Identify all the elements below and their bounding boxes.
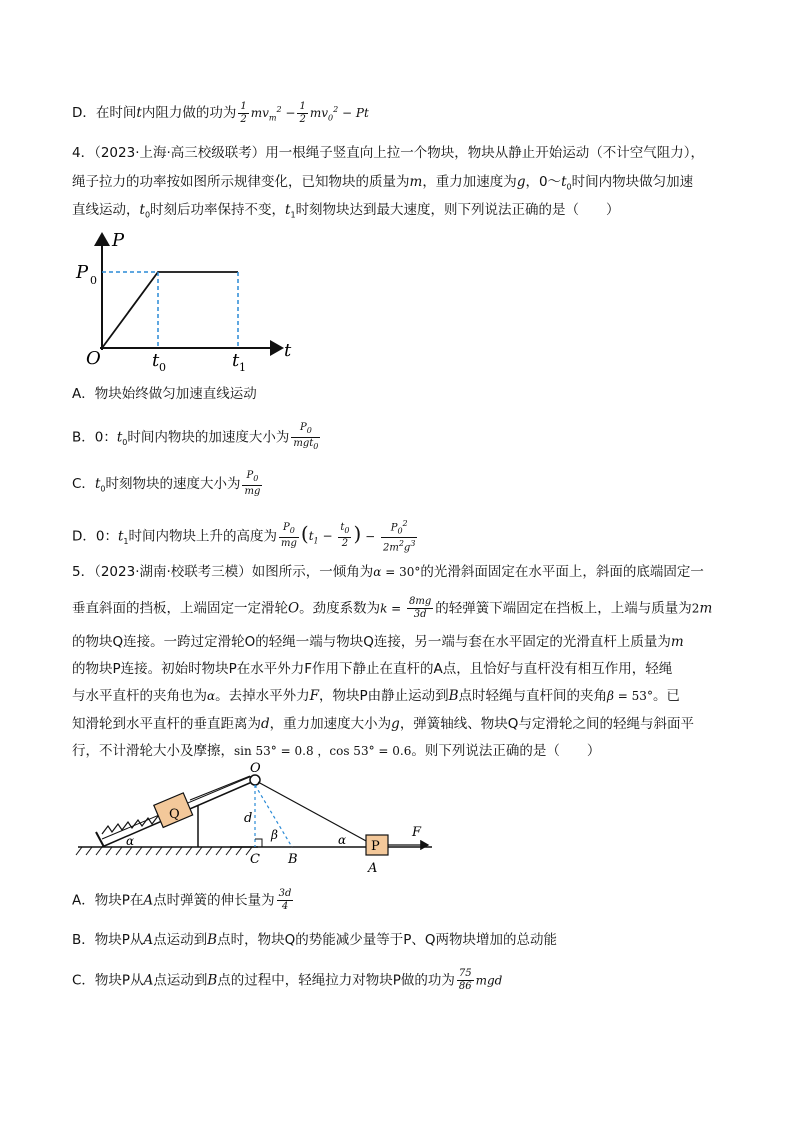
question-text: 行，不计滑轮大小及摩擦， — [72, 743, 234, 759]
fraction-p0-over-mg: $\frac{P_0}{mg}$ — [244, 470, 261, 497]
p0-subscript: 0 — [90, 274, 97, 287]
question-5-line-1: 5．（2023·湖南·校联考三模）如图所示，一倾角为α = 30°的光滑斜面固定在水平面上，斜面的底端固定一 — [72, 564, 704, 580]
question-4-line-2: 绳子拉力的功率按如图所示规律变化，已知物块的质量为m，重力加速度为g，$0\sim t_0$时间内物块做匀加速 — [72, 174, 694, 192]
option-text: 时间内物块上升的高度为 — [128, 528, 278, 545]
option-text: 点运动到 — [153, 972, 208, 989]
fraction-75-over-86: $\frac{75}{86}$ — [458, 968, 472, 992]
option-label: D．在时间 — [72, 105, 137, 121]
option-d-previous: D．在时间t内阻力做的功为 $\frac{1}{2}$ $mv_m^2$ − $\frac{1}{2}$ $mv_0^2 - Pt$ — [72, 100, 369, 125]
q4-option-c[interactable]: C．$t_0$时刻物块的速度大小为 $\frac{P_0}{mg}$ — [72, 470, 261, 497]
a-label: A — [368, 861, 378, 876]
question-text: ，0～ — [525, 174, 562, 190]
option-label: A．物块P在 — [72, 892, 144, 909]
c-label: C — [250, 852, 260, 867]
question-text: 。劲度系数为 — [299, 600, 381, 617]
question-text: 的轻弹簧下端固定在挡板上，上端与质量为 — [435, 600, 692, 617]
option-label: B．0： — [72, 429, 117, 446]
question-text: 直线运动， — [72, 202, 140, 218]
question-4-line-3: 直线运动，$t_0$时刻后功率保持不变，$t_1$时刻物块达到最大速度，则下列说法正确的是（ ） — [72, 202, 620, 220]
question-text: 。则下列说法正确的是（ ） — [411, 743, 601, 759]
block-p-label: P — [371, 839, 380, 854]
question-5-line-5: 与水平直杆的夹角也为α。去掉水平外力F，物块P由静止运动到B点时轻绳与直杆间的夹角β = 53°。已 — [72, 688, 680, 704]
q5-option-b[interactable]: B．物块P从A点运动到B点时，物块Q的势能减少量等于P、Q两物块增加的总动能 — [72, 932, 557, 948]
t1-subscript: 1 — [239, 361, 246, 374]
question-text: 垂直斜面的挡板，上端固定一定滑轮 — [72, 600, 288, 617]
q4-option-b[interactable]: B．0：$t_0$时间内物块的加速度大小为 $\frac{P_0}{mgt_0}$ — [72, 422, 319, 451]
t1-label: t — [232, 350, 240, 371]
origin-label: O — [86, 348, 101, 369]
question-text: 时刻后功率保持不变， — [150, 202, 286, 218]
beta-label: β — [271, 828, 278, 842]
question-text: 的物块Q连接。一跨过定滑轮O的轻绳一端与物块Q连接，另一端与套在水平固定的光滑直杆上质量为 — [72, 634, 671, 650]
question-text: ，重力加速度大小为 — [269, 716, 392, 732]
question-text: ，弹簧轴线、物块Q与定滑轮之间的轻绳与斜面平 — [399, 716, 694, 732]
ground-hatching — [76, 847, 252, 855]
y-axis-label: P — [112, 230, 125, 251]
option-text: 点时弹簧的伸长量为 — [153, 892, 275, 909]
question-5-line-3: 的物块Q连接。一跨过定滑轮O的轻绳一端与物块Q连接，另一端与套在水平固定的光滑直杆上质量为m — [72, 634, 684, 650]
option-text: 时刻物块的速度大小为 — [105, 476, 241, 492]
barrier-plate — [96, 832, 104, 847]
option-label: B．物块P从 — [72, 932, 144, 948]
incline-pulley-figure — [72, 762, 452, 877]
option-label: D．0： — [72, 528, 118, 545]
question-text: 如图所示，一倾角为 — [251, 564, 374, 580]
question-text: ，物块P由静止运动到 — [318, 688, 449, 704]
question-4-line-1 — [72, 143, 704, 163]
question-source: （2023·上海·高三校级联考） — [94, 145, 266, 161]
pulley-label: O — [250, 762, 261, 776]
question-number: 5． — [72, 564, 95, 580]
t0-label: t — [152, 350, 160, 371]
option-label: C． — [72, 476, 95, 492]
question-text: 时刻物块达到最大速度，则下列说法正确的是（ ） — [295, 202, 620, 218]
question-5-line-2: 垂直斜面的挡板，上端固定一定滑轮O。劲度系数为k = $\frac{8mg}{3d}$ 的轻弹簧下端固定在挡板上，上端与质量为2m — [72, 596, 713, 620]
question-text: 知滑轮到水平直杆的垂直距离为 — [72, 716, 261, 732]
b-label: B — [288, 852, 298, 867]
question-text: 点时轻绳与直杆间的夹角 — [458, 688, 608, 704]
question-text: 与水平直杆的夹角也为 — [72, 688, 207, 704]
q4-option-d[interactable]: D．0：$t_1$时间内物块上升的高度为 $\frac{P_0}{mg}$ ($t_1$ − $\frac{t_0}{2}$ ) − $\frac{P_0^2}{2m^2g^3}$ — [72, 519, 416, 554]
time-symbol: t — [136, 105, 142, 121]
pulley — [250, 775, 260, 785]
alpha-incline-label: α — [126, 834, 135, 848]
option-label: C．物块P从 — [72, 972, 144, 989]
option-text: A．物块始终做匀加速直线运动 — [72, 386, 257, 402]
question-text: 。已 — [652, 688, 680, 704]
fraction-3d-over-4: $\frac{3d}{4}$ — [278, 888, 292, 912]
expr-tail: − Pt — [342, 106, 369, 120]
option-text: 点的过程中，轻绳拉力对物块P做的功为 — [217, 972, 455, 989]
question-text: 用一根绳子竖直向上拉一个物块，物块从静止开始运动（不计空气阻力）， — [265, 145, 705, 161]
x-axis-label: t — [284, 340, 292, 361]
option-text: 时间内物块的加速度大小为 — [127, 429, 290, 446]
question-text: 时间内物块做匀加速 — [571, 174, 694, 190]
fraction-half: $\frac{1}{2}$ — [299, 100, 306, 125]
power-curve — [102, 272, 238, 348]
option-text: 点时，物块Q的势能减少量等于P、Q两物块增加的总动能 — [217, 932, 557, 948]
power-time-graph — [72, 226, 312, 374]
p0-label: P — [76, 262, 89, 283]
q5-option-a[interactable]: A．物块P在A点时弹簧的伸长量为 $\frac{3d}{4}$ — [72, 888, 292, 912]
q5-option-c[interactable]: C．物块P从A点运动到B点的过程中，轻绳拉力对物块P做的功为 $\frac{75}{86}$ mgd — [72, 968, 503, 992]
alpha-rod-label: α — [338, 833, 347, 847]
fraction-half: $\frac{1}{2}$ — [240, 100, 247, 125]
question-number: 4． — [72, 145, 95, 161]
f-label: F — [412, 825, 422, 840]
block-q-label: Q — [169, 807, 180, 822]
t0-subscript: 0 — [159, 361, 166, 374]
question-text: 绳子拉力的功率按如图所示规律变化，已知物块的质量为 — [72, 174, 410, 190]
question-source: （2023·湖南·校联考三模） — [94, 564, 252, 580]
q4-option-a[interactable] — [72, 384, 257, 404]
question-5-line-7: 行，不计滑轮大小及摩擦，sin 53° = 0.8 ，cos 53° = 0.6。则下列说法正确的是（ ） — [72, 743, 601, 759]
d-label: d — [244, 811, 253, 826]
question-text: ，重力加速度为 — [422, 174, 517, 190]
fraction-p0-over-mgt0: $\frac{P_0}{mgt_0}$ — [293, 422, 319, 451]
question-5-line-6: 知滑轮到水平直杆的垂直距离为d，重力加速度大小为g，弹簧轴线、物块Q与定滑轮之间的轻绳与斜面平 — [72, 716, 694, 732]
question-text: 。去掉水平外力 — [215, 688, 310, 704]
right-angle-mark — [255, 839, 262, 847]
option-text: 内阻力做的功为 — [141, 105, 237, 121]
question-text: 的光滑斜面固定在水平面上，斜面的底端固定一 — [420, 564, 704, 580]
option-text: 点运动到 — [153, 932, 208, 948]
question-text: 的物块P连接。初始时物块P在水平外力F作用下静止在直杆的A点，且恰好与直杆没有相互作用，轻绳 — [72, 661, 673, 677]
question-5-line-4 — [72, 659, 672, 679]
